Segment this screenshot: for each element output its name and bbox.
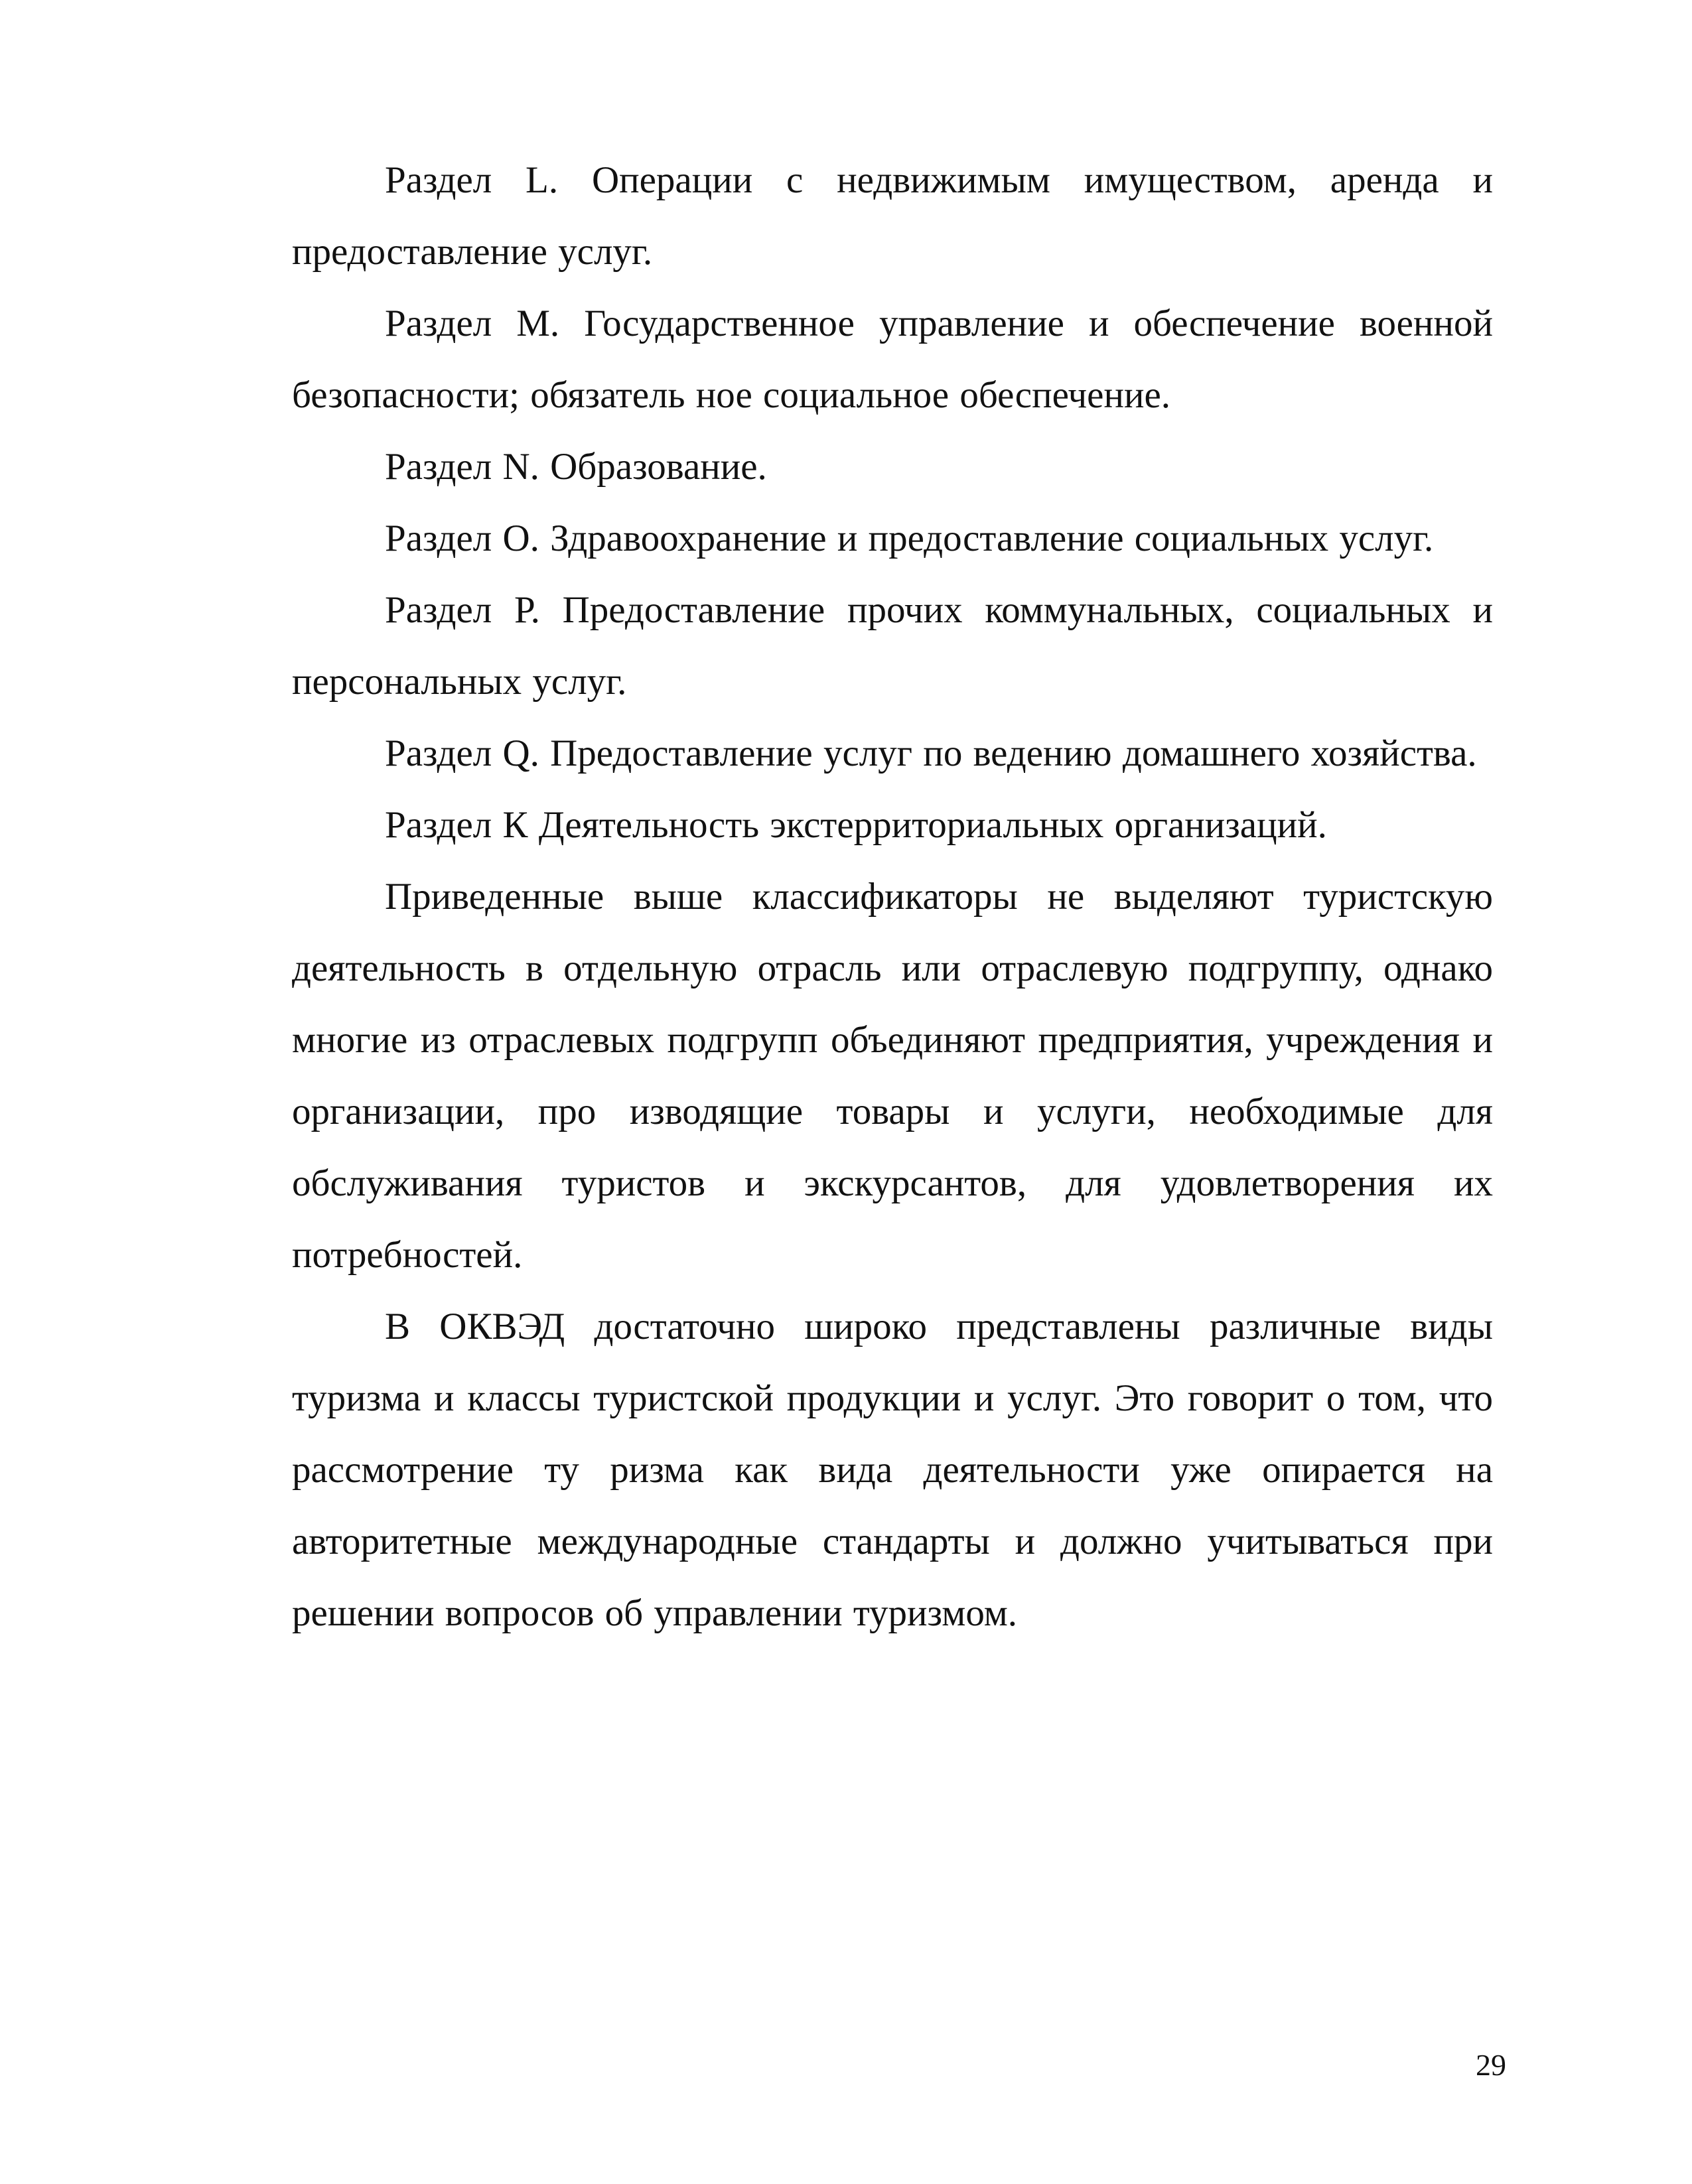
paragraph-section-l: Раздел L. Операции с недвижимым имуществом, аренда и предоставление услуг. [292, 159, 1493, 273]
paragraph-section-q: Раздел Q. Предоставление услуг по ведению домашнего хозяйства. [385, 732, 1477, 774]
paragraph-section-n: Раздел N. Образование. [385, 446, 767, 488]
paragraph-classifiers: Приведенные выше классификаторы не выделяют туристскую деятельность в отдельную отрасль или отраслевую подгруппу, однако многие из отраслевых подгрупп объединяют предприятия, учреждения и организации, про изводящие товары и услуги, необходимые для обслуживания туристов и экскурсантов, для удовлетворения их потребностей. [292, 876, 1493, 1276]
body-text [292, 145, 1493, 1649]
paragraph-section-m: Раздел М. Государственное управление и обеспечение военной безопасности; обязатель ное социальное обеспечение. [292, 303, 1493, 416]
paragraph-section-o: Раздел О. Здравоохранение и предоставление социальных услуг. [385, 517, 1434, 559]
paragraph-okved: В ОКВЭД достаточно широко представлены различные виды туризма и классы туристской продукции и услуг. Это говорит о том, что рассмотрение ту ризма как вида деятельности уже опирается на авторитетные международные стандарты и должно учитываться при решении вопросов об управлении туризмом. [292, 1306, 1493, 1634]
paragraph-section-k: Раздел К Деятельность экстерриториальных организаций. [385, 804, 1327, 846]
paragraph-section-p: Раздел Р. Предоставление прочих коммунальных, социальных и персональных услуг. [292, 589, 1493, 703]
page-number: 29 [1476, 2048, 1506, 2082]
